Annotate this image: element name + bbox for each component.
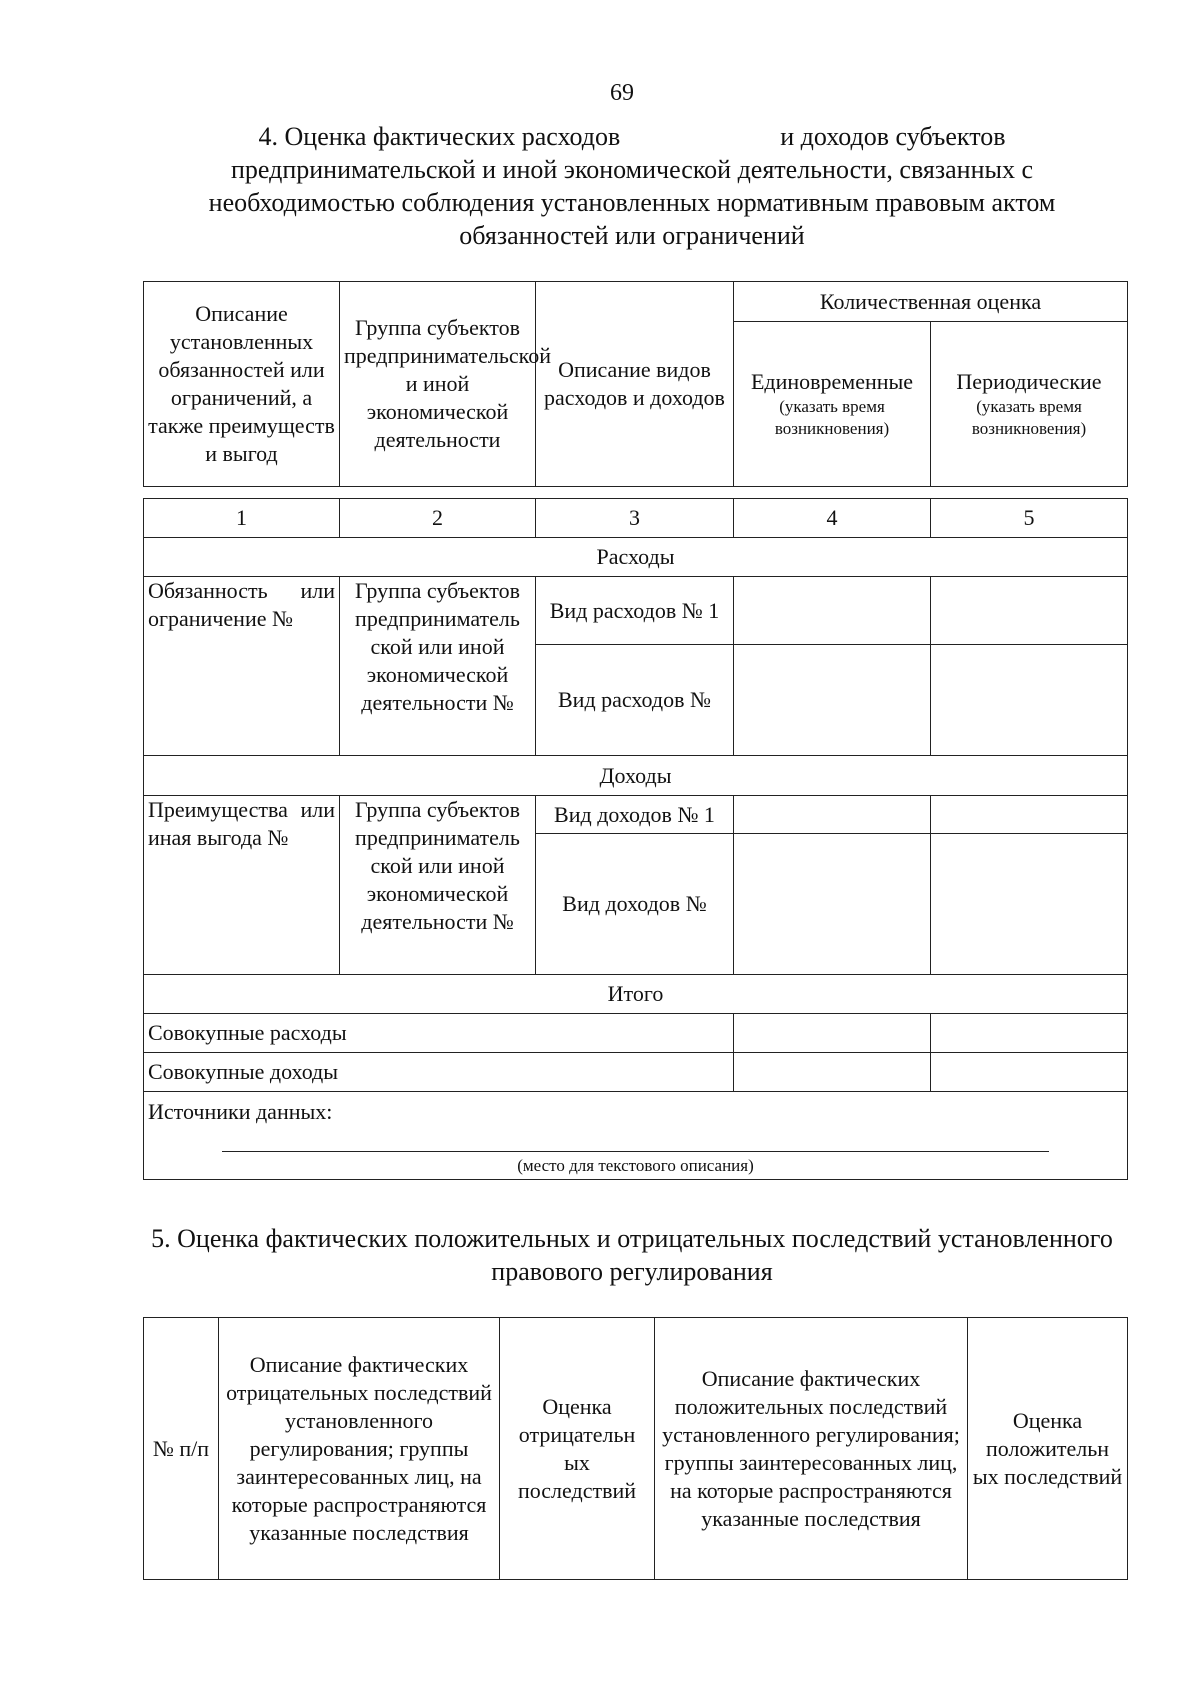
section-5-title: 5. Оценка фактических положительных и отрицательных последствий установленного правового регулирования — [151, 1224, 1113, 1286]
header-types-description: Описание видов расходов и доходов — [536, 282, 734, 487]
header-one-time-label: Единовременные — [750, 369, 914, 394]
header-negative-estimate: Оценка отрицательн ых последствий — [500, 1318, 655, 1580]
section-4-title-rest: предпринимательской и иной экономической деятельности, связанных с необходимостью соблюдения установленных нормативным правовым актом обязанностей или ограничений — [208, 155, 1056, 250]
column-number-4: 4 — [734, 499, 931, 538]
expense-type-1: Вид расходов № 1 — [536, 577, 734, 645]
data-sources-label: Источники данных: — [148, 1099, 333, 1124]
header-row-number: № п/п — [144, 1318, 219, 1580]
income-benefit-cell: Преимущества или иная выгода № — [144, 796, 340, 975]
header-periodic-label: Периодические — [956, 369, 1102, 394]
income-section-label: Доходы — [144, 756, 1128, 796]
income-type-1-periodic — [931, 796, 1128, 834]
income-type-1: Вид доходов № 1 — [536, 796, 734, 834]
expense-type-1-one-time — [734, 577, 931, 645]
total-income-periodic — [931, 1053, 1128, 1092]
header-quantitative-estimate: Количественная оценка — [734, 282, 1128, 322]
header-negative-description: Описание фактических отрицательных последствий установленного регулирования; группы заинтересованных лиц, на которые распространяются указанные последствия — [219, 1318, 500, 1580]
expense-type-n: Вид расходов № — [536, 645, 734, 756]
section-4-title-part2: и доходов субъектов — [780, 122, 1006, 151]
total-section-label: Итого — [144, 975, 1128, 1014]
column-number-5: 5 — [931, 499, 1128, 538]
income-type-1-one-time — [734, 796, 931, 834]
column-number-1: 1 — [144, 499, 340, 538]
total-expenses-label: Совокупные расходы — [144, 1014, 734, 1053]
costs-table — [143, 498, 1128, 1180]
income-type-n: Вид доходов № — [536, 834, 734, 975]
header-positive-description: Описание фактических положительных последствий установленного регулирования; группы заинтересованных лиц, на которые распространяются указанные последствия — [655, 1318, 968, 1580]
header-one-time — [734, 322, 931, 487]
expense-type-1-periodic — [931, 577, 1128, 645]
income-group-cell: Группа субъектов предприниматель ской или иной экономической деятельности № — [340, 796, 536, 975]
expenses-group-cell: Группа субъектов предприниматель ской или иной экономической деятельности № — [340, 577, 536, 756]
header-periodic-note: (указать время возникновения) — [971, 397, 1087, 438]
column-number-2: 2 — [340, 499, 536, 538]
total-income-one-time — [734, 1053, 931, 1092]
header-periodic — [931, 322, 1128, 487]
section-4-title — [150, 120, 1114, 252]
column-number-3: 3 — [536, 499, 734, 538]
data-sources-cell — [144, 1092, 1128, 1180]
header-subject-group: Группа субъектов предпринимательской и иной экономической деятельности — [340, 282, 536, 487]
page-number: 69 — [610, 80, 634, 106]
total-income-label: Совокупные доходы — [144, 1053, 734, 1092]
header-one-time-note: (указать время возникновения) — [774, 397, 890, 438]
income-type-n-periodic — [931, 834, 1128, 975]
expenses-obligation-cell: Обязанность или ограничение № — [144, 577, 340, 756]
header-positive-estimate: Оценка положительн ых последствий — [968, 1318, 1128, 1580]
total-expenses-periodic — [931, 1014, 1128, 1053]
data-sources-caption: (место для текстового описания) — [517, 1156, 754, 1175]
expenses-section-label: Расходы — [144, 538, 1128, 577]
consequences-table — [143, 1317, 1128, 1580]
total-expenses-one-time — [734, 1014, 931, 1053]
data-sources-input-line — [222, 1151, 1049, 1152]
income-type-n-one-time — [734, 834, 931, 975]
costs-header-table — [143, 281, 1128, 487]
expense-type-n-periodic — [931, 645, 1128, 756]
section-4-title-part1: 4. Оценка фактических расходов — [258, 122, 621, 151]
expense-type-n-one-time — [734, 645, 931, 756]
header-obligations-description: Описание установленных обязанностей или ограничений, а также преимуществ и выгод — [144, 282, 340, 487]
